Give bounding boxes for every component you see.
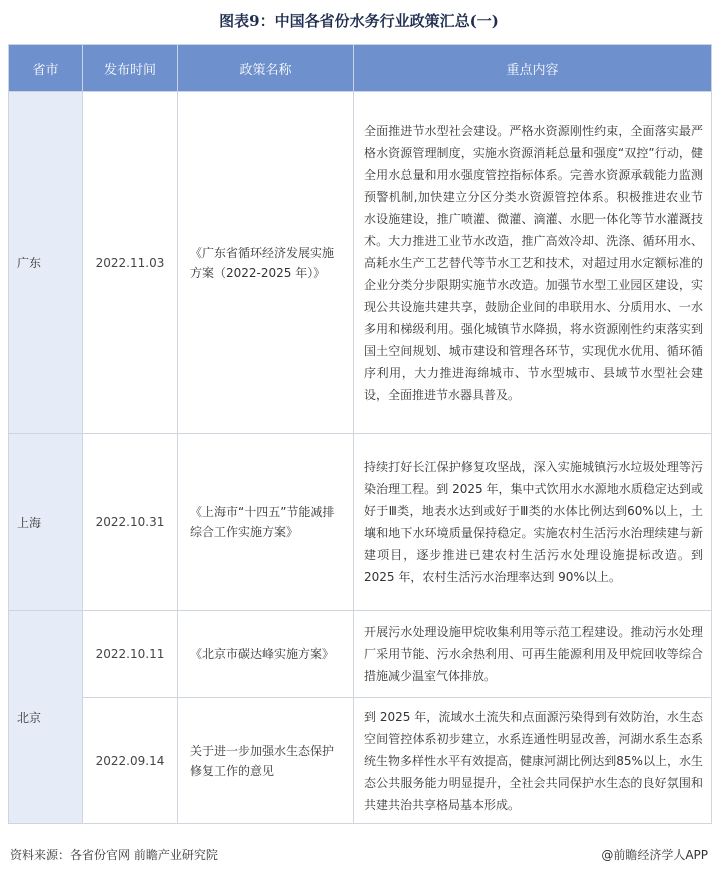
date-cell: 2022.10.11: [83, 611, 178, 698]
policy-cell: 《广东省循环经济发展实施方案（2022-2025 年）》: [178, 92, 354, 434]
header-policy: 政策名称: [178, 45, 354, 92]
table-row: [9, 92, 712, 434]
table-row: [9, 434, 712, 611]
date-cell: 2022.10.31: [83, 434, 178, 611]
policy-cell: 关于进一步加强水生态保护修复工作的意见: [178, 698, 354, 824]
policy-cell: 《上海市“十四五”节能减排综合工作实施方案》: [178, 434, 354, 611]
brand-note: @前瞻经济学人APP: [601, 848, 708, 862]
table-row: [9, 698, 712, 824]
header-content: 重点内容: [354, 45, 712, 92]
table-header-row: [9, 45, 712, 92]
date-cell: 2022.11.03: [83, 92, 178, 434]
source-note: 资料来源：各省份官网 前瞻产业研究院: [10, 848, 218, 862]
chart-title: 图表9：中国各省份水务行业政策汇总(一): [219, 12, 499, 30]
header-province: 省市: [9, 45, 83, 92]
province-cell: 广东: [9, 92, 83, 434]
date-cell: 2022.09.14: [83, 698, 178, 824]
policy-table: [8, 44, 712, 824]
policy-cell: 《北京市碳达峰实施方案》: [178, 611, 354, 698]
content-cell: 开展污水处理设施甲烷收集利用等示范工程建设。推动污水处理厂采用节能、污水余热利用、可再生能源利用及甲烷回收等综合措施减少温室气体排放。: [354, 611, 712, 698]
content-cell: 到 2025 年，流域水土流失和点面源污染得到有效防治，水生态空间管控体系初步建立，水系连通性明显改善，河湖水系生态系统生物多样性水平有效提高，健康河湖比例达到85%以上，水生态公共服务能力明显提升，全社会共同保护水生态的良好氛围和共建共治共享格局基本形成。: [354, 698, 712, 824]
province-cell: 上海: [9, 434, 83, 611]
content-cell: 全面推进节水型社会建设。严格水资源刚性约束，全面落实最严格水资源管理制度，实施水资源消耗总量和强度“双控”行动，健全用水总量和用水强度管控指标体系。完善水资源承载能力监测预警机制,加快建立分区分类水资源管控体系。积极推进农业节水设施建设，推广喷灌、微灌、滴灌、水肥一体化等节水灌溉技术。大力推进工业节水改造，推广高效冷却、洗涤、循环用水、高耗水生产工艺替代等节水工艺和技术，对超过用水定额标准的企业分类分步限期实施节水改造。加强节水型工业园区建设，实现公共设施共建共享，鼓励企业间的串联用水、分质用水、一水多用和梯级利用。强化城镇节水降损，将水资源刚性约束落实到国土空间规划、城市建设和管理各环节，实现优水优用、循环循序利用，大力推进海绵城市、节水型城市、县域节水型社会建设，全面推进节水器具普及。: [354, 92, 712, 434]
table-row: [9, 611, 712, 698]
province-cell: 北京: [9, 611, 83, 824]
header-date: 发布时间: [83, 45, 178, 92]
content-cell: 持续打好长江保护修复攻坚战，深入实施城镇污水垃圾处理等污染治理工程。到 2025 年，集中式饮用水水源地水质稳定达到或好于Ⅲ类，地表水达到或好于Ⅲ类的水体比例达到60%以上，土壤和地下水环境质量保持稳定。实施农村生活污水治理续建与新建项目，逐步推进已建农村生活污水处理设施提标改造。到 2025 年，农村生活污水治理率达到 90%以上。: [354, 434, 712, 611]
